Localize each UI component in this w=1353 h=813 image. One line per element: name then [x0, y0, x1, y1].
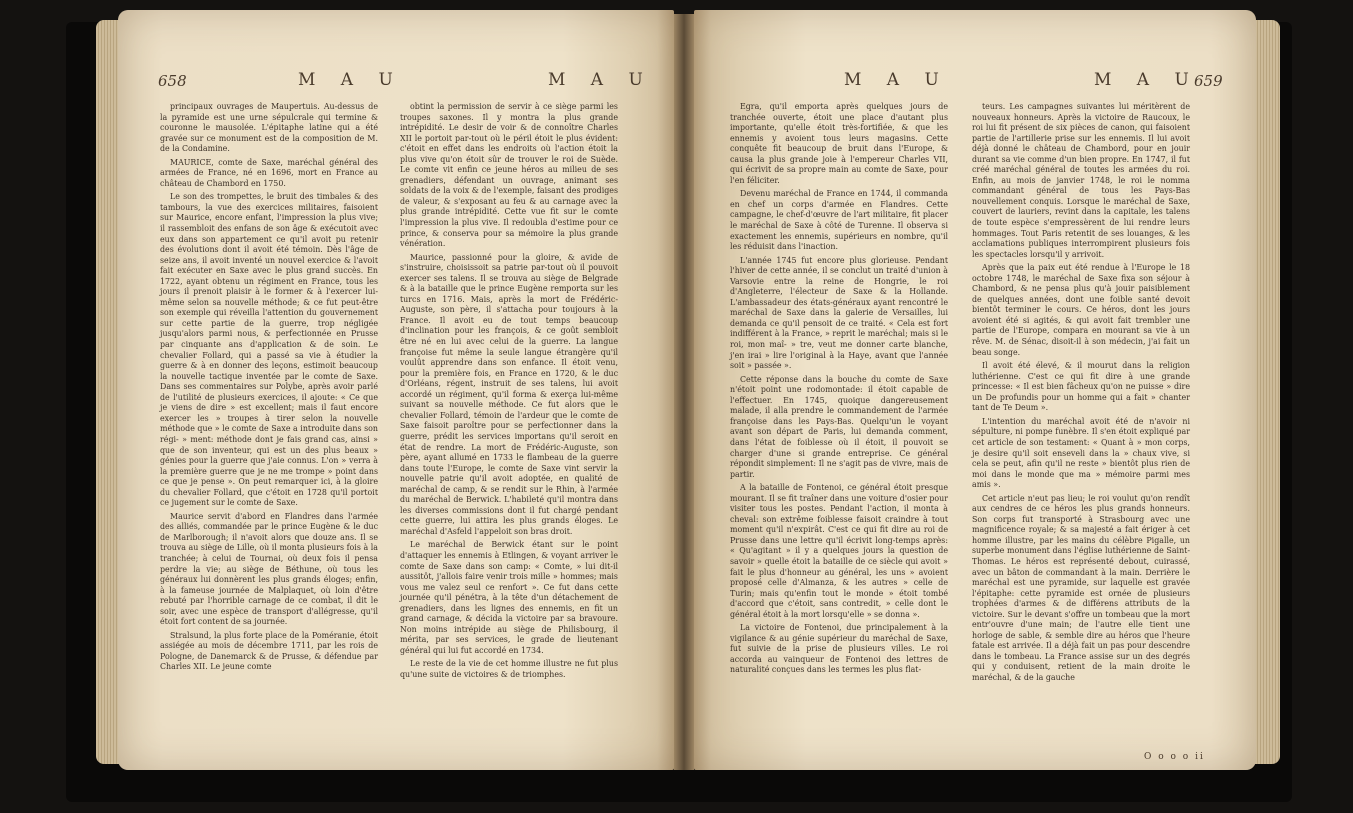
paragraph: teurs. Les campagnes suivantes lui méritèrent de nouveaux honneurs. Après la victoire de Raucoux, le roi lui fit présent de six pièces de canon, qui faisoient partie de l'artillerie prise sur les ennemis. Il lui avoit déjà donné le château de Chambord, pour en jouir durant sa vie comme d'un bien propre. En 1747, il fut créé maréchal général de toutes les armées du roi. Enfin, au mois de janvier 1748, le roi le nomma commandant général de tous les Pays-Bas nouvellement conquis. Lorsque le maréchal de Saxe, couvert de lauriers, revint dans la capitale, les talens de toute espèce s'empressèrent de lui rendre leurs hommages. Tout Paris retentit de ses louanges, & les acclamations publiques interrompirent plusieurs fois les spectacles lorsqu'il y arrivoit. [972, 102, 1190, 259]
right-column-1 [730, 102, 948, 676]
paragraph: Le maréchal de Berwick étant sur le point d'attaquer les ennemis à Etlingen, & voyant arriver le comte de Saxe dans son camp: « Comte, » lui dit-il aussitôt, j'allois faire venir trois mille » hommes; mais vous me valez seul ce renfort ». Ce fut dans cette journée qu'il pénétra, à la tête d'un détachement de grenadiers, dans les lignes des ennemis, en fit un grand carnage, & décida la victoire par sa bravoure. Non moins intrépide au siège de Philisbourg, il mérita, par ses services, le grade de lieutenant général qui lui fut accordé en 1734. [400, 540, 618, 655]
paragraph: Maurice servit d'abord en Flandres dans l'armée des alliés, commandée par le prince Eugène & le duc de Marlborough; il n'avoit alors que douze ans. Il se trouva au siège de Lille, où il monta plusieurs fois à la tranchée; à celui de Tournai, où deux fois il pensa perdre la vie; au siège de Béthune, où tous les généraux lui donnèrent les plus grands éloges; enfin, à la fameuse journée de Malplaquet, où loin d'être rebuté par l'horrible carnage de ce combat, il dit le soir, avec une espèce de transport d'allégresse, qu'il étoit fort content de sa journée. [160, 511, 378, 627]
paragraph: Après que la paix eut été rendue à l'Europe le 18 octobre 1748, le maréchal de Saxe fixa son séjour à Chambord, & ne pensa plus qu'à jouir paisiblement de quelques années, dont une foible santé devoit bientôt terminer le cours. Ce héros, dont les jours avoient été si agités, & qui avoit fait trembler une partie de l'Europe, compara en mourant sa vie à un rêve. M. de Sénac, disoit-il à son médecin, j'ai fait un beau songe. [972, 263, 1190, 357]
paragraph: L'année 1745 fut encore plus glorieuse. Pendant l'hiver de cette année, il se conclut un traité d'union à Varsovie entre la reine de Hongrie, le roi d'Angleterre, l'électeur de Saxe & la Hollande. L'ambassadeur des états-généraux ayant rencontré le maréchal de Saxe dans la galerie de Versailles, lui demanda ce qu'il pensoit de ce traité. « Cela est fort indifférent à la France, » reprit le maréchal; mais si le roi, mon maî- » tre, veut me donner carte blanche, j'en irai » lire l'original à la Haye, avant que l'année soit » passée ». [730, 255, 948, 371]
left-headword-1: M A U [298, 70, 403, 90]
left-page-number: 658 [158, 72, 187, 90]
book-gutter [674, 14, 694, 770]
paragraph: A la bataille de Fontenoi, ce général étoit presque mourant. Il se fit traîner dans une voiture d'osier pour visiter tous les postes. Pendant l'action, il monta à cheval: son extrême foiblesse faisoit craindre à tout moment qu'il n'expirât. C'est ce qui fit dire au roi de Prusse dans une lettre qu'il écrivit long-temps après: « Qu'agitant » il y a quelques jours la question de savoir » quelle étoit la bataille de ce siècle qui avoit » fait le plus d'honneur au général, les uns » avoient proposé celle d'Almanza, & les autres » celle de Turin; mais qu'enfin tout le monde » étoit tombé d'accord que c'étoit, sans contredit, » celle dont le général étoit à la mort lorsqu'elle » se donna ». [730, 483, 948, 619]
page-edges-left [96, 20, 120, 764]
right-column-2 [972, 102, 1190, 684]
paragraph: Egra, qu'il emporta après quelques jours de tranchée ouverte, étoit une place d'autant plus importante, qu'elle étoit très-fortifiée, & que les ennemis y avoient tous leurs magasins. Cette conquête fit beaucoup de bruit dans l'Europe, & causa la plus grande joie à l'empereur Charles VII, qui écrivit de sa propre main au comte de Saxe, pour l'en féliciter. [730, 102, 948, 185]
right-page [694, 10, 1256, 770]
paragraph: principaux ouvrages de Maupertuis. Au-dessus de la pyramide est une urne sépulcrale qui termine & couronne le mausolée. L'épitaphe latine qui a été gravée sur ce monument est de la composition de M. de la Condamine. [160, 102, 378, 154]
paragraph: Cet article n'eut pas lieu; le roi voulut qu'on rendît aux cendres de ce héros les plus grands honneurs. Son corps fut transporté à Strasbourg avec une magnificence royale; & sa majesté a fait ériger à cet homme illustre, par les mains du célèbre Pigalle, un superbe monument dans l'église luthérienne de Saint-Thomas. Le héros est représenté debout, cuirassé, avec un bâton de commandant à la main. Derrière le maréchal est une pyramide, sur laquelle est gravée l'épitaphe: cette pyramide est ornée de plusieurs trophées d'armes & de différens attributs de la victoire. Sur le devant s'offre un tombeau que la mort entr'ouvre d'une main; de l'autre elle tient une horloge de sable, & semble dire au héros que l'heure fatale est arrivée. Il a déjà fait un pas pour descendre dans le tombeau. La France assise sur un des degrés qui y conduisent, retient de la main droite le maréchal, & de la gauche [972, 493, 1190, 682]
right-headword-1: M A U [844, 70, 949, 90]
paragraph: Cette réponse dans la bouche du comte de Saxe n'étoit point une rodomontade: il étoit capable de l'effectuer. En 1745, quoique dangereusement malade, il alla prendre le commandement de l'armée françoise dans les Pays-Bas. Quelqu'un le voyant avant son départ de Paris, lui demanda comment, dans l'état de foiblesse où il étoit, il pouvoit se charger d'une si grande entreprise. Ce général répondit simplement: Il ne s'agit pas de vivre, mais de partir. [730, 374, 948, 479]
left-page [118, 10, 674, 770]
paragraph: Le son des trompettes, le bruit des timbales & des tambours, la vue des exercices militaires, faisoient sur Maurice, encore enfant, l'impression la plus vive; il rassembloit des enfans de son âge & exécutoit avec eux dans son appartement ce qu'il avoit pu retenir des évolutions dont il avoit été témoin. Dès l'âge de seize ans, il avoit inventé un nouvel exercice & l'avoit fait exécuter en Saxe avec le plus grand succès. En 1722, ayant obtenu un régiment en France, tous les jours il prenoit plaisir à le former & à l'exercer lui-même selon sa nouvelle méthode; & ce fut peut-être son exemple qui réveilla l'attention du gouvernement sur cette partie de la guerre, trop négligée jusqu'alors parmi nous, & perfectionnée en Prusse par cinquante ans d'application & de soin. Le chevalier Follard, qui a passé sa vie à étudier la guerre & à en donner des leçons, estimoit beaucoup la nouvelle tactique inventée par le comte de Saxe. Dans ses commentaires sur Polybe, après avoir parlé de l'utilité de plusieurs exercices, il ajoute: « Ce que je viens de dire » est excellent; mais il faut encore exercer les » troupes à tirer selon la nouvelle méthode que » le comte de Saxe a introduite dans son régi- » ment: méthode dont je fais grand cas, ainsi » que de son inventeur, qui est un des plus beaux » génies pour la guerre que j'aie connus. L'on » verra à la première guerre que je ne me trompe » point dans ce que je pense ». On peut remarquer ici, à la gloire du chevalier Follard, que c'étoit en 1728 qu'il portoit ce jugement sur le comte de Saxe. [160, 192, 378, 508]
paragraph: Stralsund, la plus forte place de la Poméranie, étoit assiégée au mois de décembre 1711, par les rois de Pologne, de Danemarck & de Prusse, & défendue par Charles XII. Le jeune comte [160, 630, 378, 672]
paragraph: Le reste de la vie de cet homme illustre ne fut plus qu'une suite de victoires & de triomphes. [400, 659, 618, 679]
paragraph: Maurice, passionné pour la gloire, & avide de s'instruire, choisissoit sa patrie par-tout où il pouvoit exercer ses talens. Il se trouva au siège de Belgrade & à la bataille que le prince Eugène remporta sur les turcs en 1716. Mais, après la mort de Frédéric-Auguste, son père, il s'attacha pour toujours à la France. Il avoit eu de tout temps beaucoup d'inclination pour les françois, & ce goût sembloit être né en lui avec celui de la guerre. La langue françoise fut même la seule langue étrangère qu'il voulût apprendre dans son enfance. Il étoit venu, pour la première fois, en France en 1720, & le duc d'Orléans, régent, instruit de ses talens, lui avoit accordé un régiment, qu'il forma & exerça lui-même suivant sa nouvelle méthode. Ce fut alors que le chevalier Follard, témoin de l'ardeur que le comte de Saxe faisoit paroître pour se perfectionner dans la guerre, prédit les services importans qu'il seroit en état de rendre. La mort de Frédéric-Auguste, son père, ayant allumé en 1733 le flambeau de la guerre dans toute l'Europe, le comte de Saxe vint servir la nouvelle patrie qu'il avoit adoptée, en qualité de maréchal de camp, & se rendit sur le Rhin, à l'armée du maréchal de Berwick. L'habileté qu'il montra dans les diverses commissions dont il fut chargé pendant cette guerre, lui attira les plus grands éloges. Le maréchal d'Asfeld l'appeloit son bras droit. [400, 252, 618, 536]
page-edges-right [1254, 20, 1280, 764]
signature-mark: O o o o ii [1144, 752, 1205, 762]
paragraph: MAURICE, comte de Saxe, maréchal général des armées de France, né en 1696, mort en France au château de Chambord en 1750. [160, 157, 378, 188]
left-column-2 [400, 102, 618, 681]
paragraph: La victoire de Fontenoi, due principalement à la vigilance & au génie supérieur du maréchal de Saxe, fut suivie de la prise de plusieurs villes. Le roi accorda au vainqueur de Fontenoi des lettres de naturalité conçues dans les termes les plus flat- [730, 623, 948, 675]
left-column-1 [160, 102, 378, 673]
right-page-number: 659 [1194, 72, 1223, 90]
paragraph: obtint la permission de servir à ce siège parmi les troupes saxones. Il y montra la plus grande intrépidité. Le desir de voir & de connoître Charles XII le portoit par-tout où le péril étoit le plus évident: c'étoit en effet dans les endroits où l'action étoit la plus vive qu'on étoit sûr de trouver le roi de Suède. Le comte vit enfin ce jeune héros au milieu de ses grenadiers, défendant un ouvrage, animant ses soldats de la voix & de l'exemple, faisant des prodiges de valeur, & s'exposant au feu & au carnage avec la plus grande intrépidité. Cette vue fit sur le comte l'impression la plus vive. Il redoubla d'estime pour ce prince, & conserva pour sa mémoire la plus grande vénération. [400, 102, 618, 249]
paragraph: Devenu maréchal de France en 1744, il commanda en chef un corps d'armée en Flandres. Cette campagne, le chef-d'œuvre de l'art militaire, fit placer le maréchal de Saxe à côté de Turenne. Il observa si exactement les ennemis, supérieurs en nombre, qu'il les réduisit dans l'inaction. [730, 189, 948, 252]
left-headword-2: M A U [548, 70, 653, 90]
paragraph: Il avoit été élevé, & il mourut dans la religion luthérienne. C'est ce qui fit dire à une grande princesse: « Il est bien fâcheux qu'on ne puisse » dire un De profundis pour un homme qui a fait » chanter tant de Te Deum ». [972, 361, 1190, 413]
paragraph: L'intention du maréchal avoit été de n'avoir ni sépulture, ni pompe funèbre. Il s'en étoit expliqué par cet article de son testament: « Quant à » mon corps, je desire qu'il soit enseveli dans la » chaux vive, si cela se peut, afin qu'il ne reste » bientôt plus rien de moi dans le monde que ma » mémoire parmi mes amis ». [972, 416, 1190, 490]
right-headword-2: M A U [1094, 70, 1199, 90]
